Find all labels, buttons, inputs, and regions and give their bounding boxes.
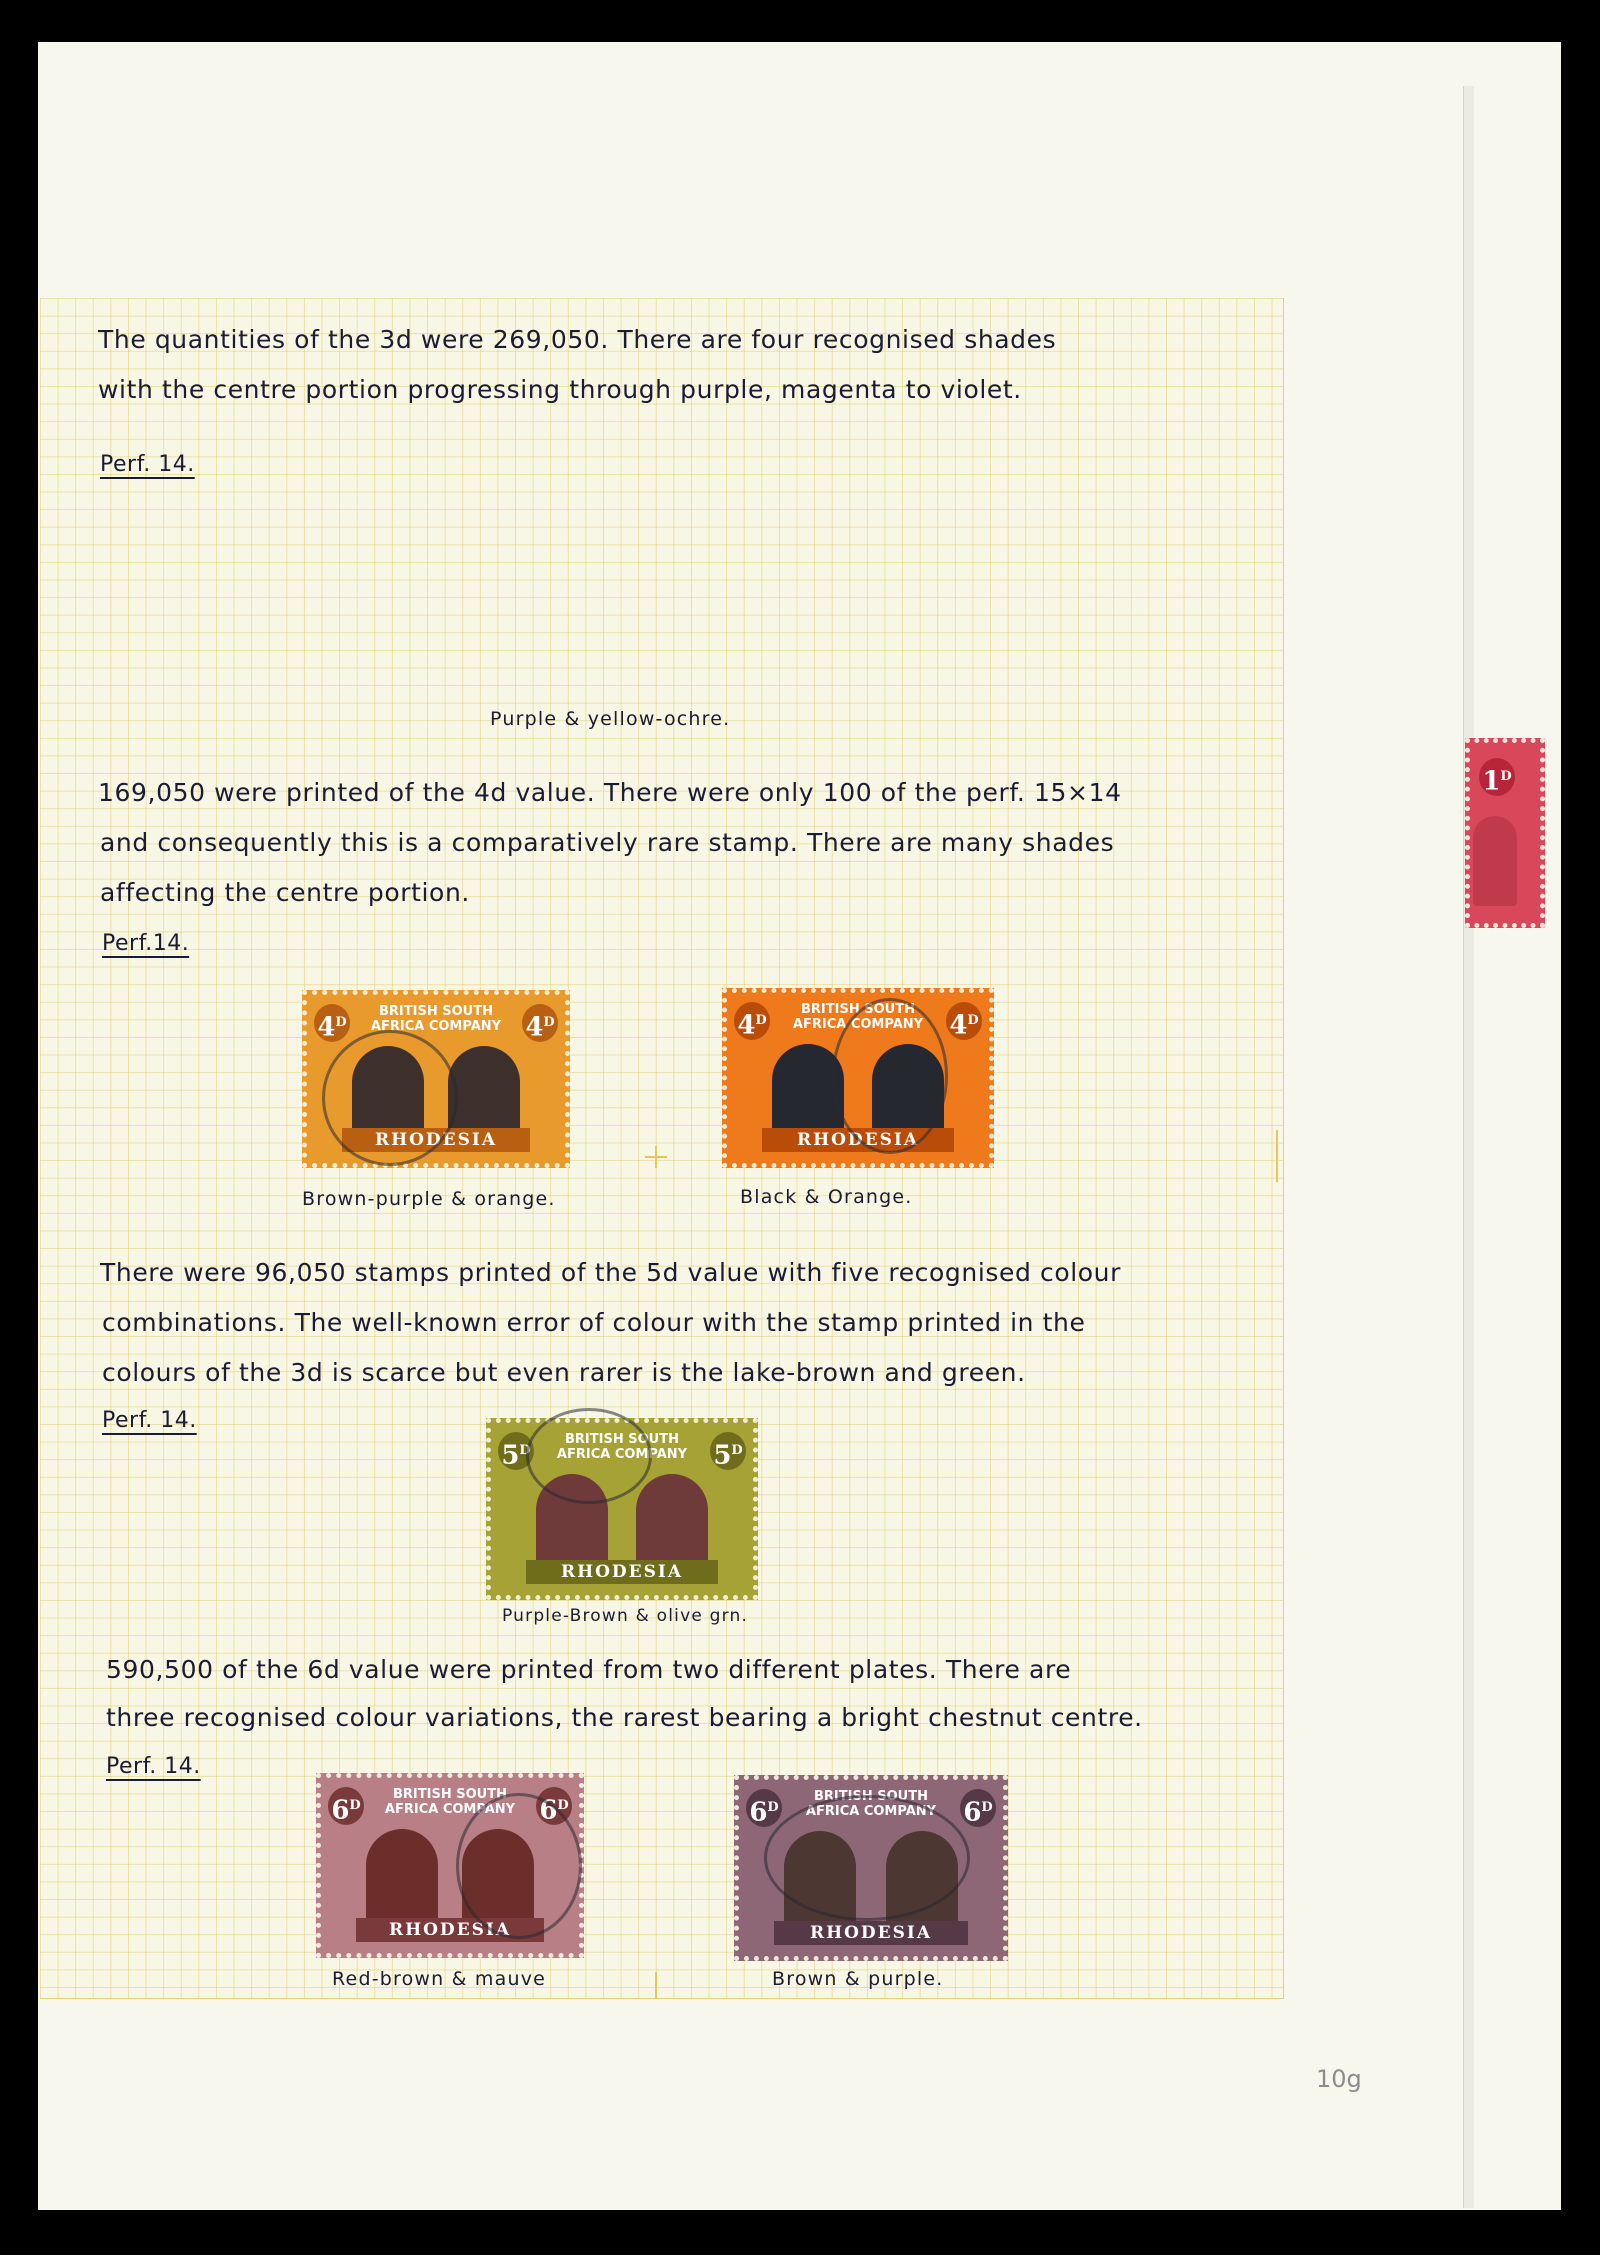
page-number: 10g [1316, 2065, 1362, 2093]
text-4d-line2: and consequently this is a comparatively rare stamp. There are many shades [100, 828, 1115, 857]
text-4d-line1: 169,050 were printed of the 4d value. There were only 100 of the perf. 15×14 [98, 778, 1122, 807]
stamp-4d-brown-purple-orange [302, 990, 570, 1168]
stamp-6d-brown-purple [734, 1775, 1008, 1961]
center-mark [655, 1972, 657, 1998]
stamp-country: RHODESIA [356, 1918, 544, 1942]
text-3d-line1: The quantities of the 3d were 269,050. There are four recognised shades [98, 325, 1057, 354]
stamp-value-right: $6^D$ [960, 1789, 996, 1827]
text-4d-line3: affecting the centre portion. [100, 878, 470, 907]
stamp-value-left: $6^D$ [746, 1789, 782, 1827]
postmark [456, 1793, 582, 1939]
stamp-value-left: $4^D$ [734, 1002, 770, 1040]
perf-label-6d: Perf. 14. [106, 1754, 201, 1779]
caption-5d: Purple-Brown & olive grn. [502, 1606, 749, 1626]
text-5d-line3: colours of the 3d is scarce but even rarer is the lake-brown and green. [102, 1358, 1026, 1387]
stamp-header: BRITISH SOUTH AFRICA COMPANY [370, 1004, 502, 1034]
caption-6d-b: Brown & purple. [772, 1968, 944, 1990]
edge-mark [1276, 1130, 1278, 1182]
stamp-header: BRITISH SOUTH AFRICA COMPANY [384, 1787, 516, 1817]
stamp-country: RHODESIA [342, 1128, 530, 1152]
stamp-value-right: $6^D$ [536, 1787, 572, 1825]
caption-4d-a: Brown-purple & orange. [302, 1188, 556, 1210]
text-5d-line1: There were 96,050 stamps printed of the 5d value with five recognised colour [100, 1258, 1122, 1287]
stamp-1d-partial [1465, 738, 1545, 928]
stamp-header: BRITISH SOUTH AFRICA COMPANY [805, 1789, 937, 1819]
portrait-queen [366, 1829, 438, 1925]
text-6d-line2: three recognised colour variations, the rarest bearing a bright chestnut centre. [106, 1703, 1143, 1732]
portrait [1473, 816, 1517, 906]
stamp-country: RHODESIA [774, 1921, 968, 1945]
postmark [526, 1408, 652, 1504]
text-5d-line2: combinations. The well-known error of colour with the stamp printed in the [102, 1308, 1086, 1337]
postmark [832, 998, 948, 1154]
graph-paper-grid [40, 298, 1284, 1999]
stamp-6d-red-brown-mauve [316, 1773, 584, 1958]
perf-label-5d: Perf. 14. [102, 1408, 197, 1433]
stamp-header: BRITISH SOUTH AFRICA COMPANY [556, 1432, 688, 1462]
portrait-king [636, 1474, 708, 1570]
stamp-value-left: $6^D$ [328, 1787, 364, 1825]
caption-3d: Purple & yellow-ochre. [490, 708, 731, 730]
perf-label-4d: Perf.14. [102, 931, 190, 956]
stamp-country: RHODESIA [526, 1560, 718, 1584]
stamp-value-right: $4^D$ [522, 1004, 558, 1042]
stamp-value: $1^D$ [1479, 758, 1515, 796]
postmark [322, 1030, 458, 1166]
center-mark [645, 1156, 667, 1158]
text-3d-line2: with the centre portion progressing through purple, magenta to violet. [98, 375, 1022, 404]
perf-label-3d: Perf. 14. [100, 452, 195, 477]
stamp-country: RHODESIA [762, 1128, 954, 1152]
stamp-value-right: $4^D$ [946, 1002, 982, 1040]
stamp-5d-purple-brown-olive [486, 1418, 758, 1600]
caption-6d-a: Red-brown & mauve [332, 1968, 547, 1990]
stamp-4d-black-orange [722, 988, 994, 1168]
caption-4d-b: Black & Orange. [740, 1186, 913, 1208]
text-6d-line1: 590,500 of the 6d value were printed from two different plates. There are [106, 1655, 1072, 1684]
stamp-value-right: $5^D$ [710, 1432, 746, 1470]
page-edge [1463, 86, 1474, 2208]
stamp-value-left: $4^D$ [314, 1004, 350, 1042]
stamp-header: BRITISH SOUTH AFRICA COMPANY [792, 1002, 924, 1032]
postmark [764, 1795, 970, 1921]
stamp-value-left: $5^D$ [498, 1432, 534, 1470]
